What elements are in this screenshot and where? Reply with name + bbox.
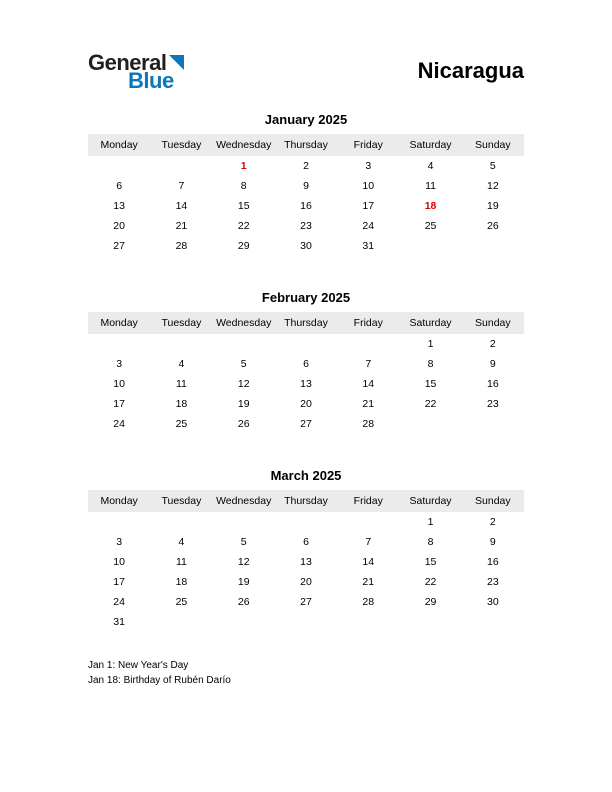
general-blue-logo [88, 52, 184, 92]
page-title: Nicaragua [417, 58, 524, 83]
day-cell: 4 [178, 536, 185, 548]
day-cell: 22 [237, 220, 250, 232]
page-header [0, 0, 612, 92]
empty-day-cell [150, 612, 212, 632]
day-cell: 18 [175, 576, 188, 588]
holiday-footnotes [88, 660, 524, 686]
day-cell: 2 [489, 516, 496, 528]
day-cell: 1 [427, 338, 434, 350]
empty-day-cell [213, 612, 275, 632]
weekday-header: Tuesday [150, 134, 212, 156]
day-cell: 1 [427, 516, 434, 528]
empty-day-cell [462, 612, 524, 632]
empty-day-cell [150, 334, 212, 354]
month-title: January 2025 [264, 112, 348, 127]
day-cell: 23 [487, 576, 499, 588]
day-cell: 5 [240, 536, 247, 548]
day-cell: 15 [424, 556, 437, 568]
empty-day-cell [462, 414, 524, 434]
day-cell: 18 [175, 398, 188, 410]
empty-day-cell [88, 156, 150, 176]
day-cell: 29 [424, 596, 437, 608]
day-cell: 27 [300, 418, 312, 430]
empty-day-cell [150, 156, 212, 176]
weekday-header: Monday [88, 134, 150, 156]
months-container [88, 106, 524, 632]
day-cell: 19 [487, 200, 499, 212]
day-cell: 28 [175, 240, 188, 252]
day-cell: 4 [427, 160, 434, 172]
weekday-header: Wednesday [213, 134, 275, 156]
weekday-header: Saturday [399, 312, 461, 334]
empty-day-cell [213, 334, 275, 354]
day-cell: 13 [300, 378, 312, 390]
day-cell: 25 [424, 220, 437, 232]
day-cell: 12 [487, 180, 499, 192]
logo-text-blue: Blue [128, 68, 174, 93]
weekday-header: Tuesday [150, 312, 212, 334]
empty-day-cell [275, 334, 337, 354]
weekday-header: Tuesday [150, 490, 212, 512]
day-cell: 10 [113, 378, 125, 390]
day-cell: 12 [237, 556, 250, 568]
day-cell: 18 [424, 200, 437, 212]
day-cell: 21 [362, 576, 375, 588]
day-cell: 11 [175, 378, 187, 390]
day-cell: 25 [175, 418, 188, 430]
day-cell: 26 [237, 596, 250, 608]
weekday-header: Saturday [399, 490, 461, 512]
day-cell: 24 [113, 418, 125, 430]
weekday-header: Thursday [275, 134, 337, 156]
month-january [88, 106, 524, 256]
day-cell: 10 [113, 556, 125, 568]
day-cell: 19 [237, 576, 250, 588]
empty-day-cell [399, 236, 461, 256]
day-cell: 23 [300, 220, 312, 232]
day-cell: 21 [175, 220, 188, 232]
logo-text-general: General [88, 50, 167, 75]
day-cell: 22 [424, 576, 437, 588]
day-cell: 21 [362, 398, 375, 410]
day-cell: 9 [489, 358, 496, 370]
month-march [88, 462, 524, 632]
day-cell: 24 [362, 220, 375, 232]
day-cell: 11 [425, 180, 436, 192]
day-cell: 28 [362, 418, 375, 430]
calendar-table [88, 134, 524, 256]
day-cell: 20 [300, 398, 312, 410]
day-cell: 14 [175, 200, 188, 212]
day-cell: 14 [362, 378, 375, 390]
day-cell: 27 [113, 240, 125, 252]
day-cell: 26 [487, 220, 499, 232]
day-cell: 30 [487, 596, 499, 608]
empty-day-cell [275, 612, 337, 632]
day-cell: 8 [427, 536, 434, 548]
day-cell: 28 [362, 596, 375, 608]
day-cell: 3 [116, 358, 123, 370]
day-cell: 17 [113, 576, 125, 588]
day-cell: 24 [113, 596, 125, 608]
weekday-header: Wednesday [213, 312, 275, 334]
day-cell: 16 [300, 200, 312, 212]
day-cell: 31 [362, 240, 375, 252]
day-cell: 3 [365, 160, 372, 172]
day-cell: 26 [237, 418, 250, 430]
empty-day-cell [337, 512, 399, 532]
day-cell: 20 [113, 220, 125, 232]
weekday-header: Thursday [275, 312, 337, 334]
weekday-header: Sunday [462, 490, 524, 512]
empty-day-cell [275, 512, 337, 532]
day-cell: 5 [240, 358, 247, 370]
calendar-table [88, 312, 524, 434]
day-cell: 16 [487, 556, 499, 568]
day-cell: 2 [303, 160, 309, 172]
day-cell: 15 [424, 378, 437, 390]
empty-day-cell [88, 512, 150, 532]
day-cell: 29 [237, 240, 250, 252]
weekday-header: Friday [337, 490, 399, 512]
day-cell: 22 [424, 398, 437, 410]
day-cell: 27 [300, 596, 312, 608]
footnote-ruben-dario: Jan 18: Birthday of Rubén Darío [88, 675, 231, 686]
weekday-header: Monday [88, 490, 150, 512]
day-cell: 25 [175, 596, 188, 608]
month-february [88, 284, 524, 434]
empty-day-cell [150, 512, 212, 532]
month-title: February 2025 [261, 290, 351, 305]
day-cell: 13 [300, 556, 312, 568]
day-cell: 6 [303, 536, 309, 548]
empty-day-cell [462, 236, 524, 256]
day-cell: 12 [237, 378, 250, 390]
day-cell: 6 [303, 358, 309, 370]
weekday-header: Monday [88, 312, 150, 334]
weekday-header: Saturday [399, 134, 461, 156]
day-cell: 11 [175, 556, 187, 568]
day-cell: 23 [487, 398, 499, 410]
day-cell: 17 [113, 398, 125, 410]
empty-day-cell [399, 612, 461, 632]
day-cell: 8 [427, 358, 434, 370]
day-cell: 20 [300, 576, 312, 588]
footnote-new-years-day: Jan 1: New Year's Day [88, 660, 189, 671]
day-cell: 31 [113, 616, 125, 628]
weekday-header: Wednesday [213, 490, 275, 512]
day-cell: 15 [237, 200, 250, 212]
day-cell: 6 [116, 180, 123, 192]
day-cell: 4 [178, 358, 185, 370]
day-cell: 8 [240, 180, 247, 192]
day-cell: 30 [300, 240, 312, 252]
day-cell: 10 [362, 180, 375, 192]
day-cell: 9 [303, 180, 309, 192]
day-cell: 19 [237, 398, 250, 410]
day-cell: 9 [489, 536, 496, 548]
day-cell: 16 [487, 378, 499, 390]
empty-day-cell [399, 414, 461, 434]
day-cell: 7 [178, 180, 185, 192]
day-cell: 2 [489, 338, 496, 350]
weekday-header: Friday [337, 134, 399, 156]
empty-day-cell [88, 334, 150, 354]
empty-day-cell [337, 334, 399, 354]
day-cell: 1 [240, 160, 247, 172]
day-cell: 7 [365, 536, 372, 548]
weekday-header: Thursday [275, 490, 337, 512]
day-cell: 14 [362, 556, 375, 568]
weekday-header: Sunday [462, 134, 524, 156]
day-cell: 5 [489, 160, 496, 172]
day-cell: 17 [362, 200, 375, 212]
empty-day-cell [337, 612, 399, 632]
empty-day-cell [213, 512, 275, 532]
weekday-header: Sunday [462, 312, 524, 334]
day-cell: 7 [365, 358, 372, 370]
day-cell: 3 [116, 536, 123, 548]
weekday-header: Friday [337, 312, 399, 334]
day-cell: 13 [113, 200, 125, 212]
calendar-table [88, 490, 524, 632]
month-title: March 2025 [270, 468, 342, 483]
